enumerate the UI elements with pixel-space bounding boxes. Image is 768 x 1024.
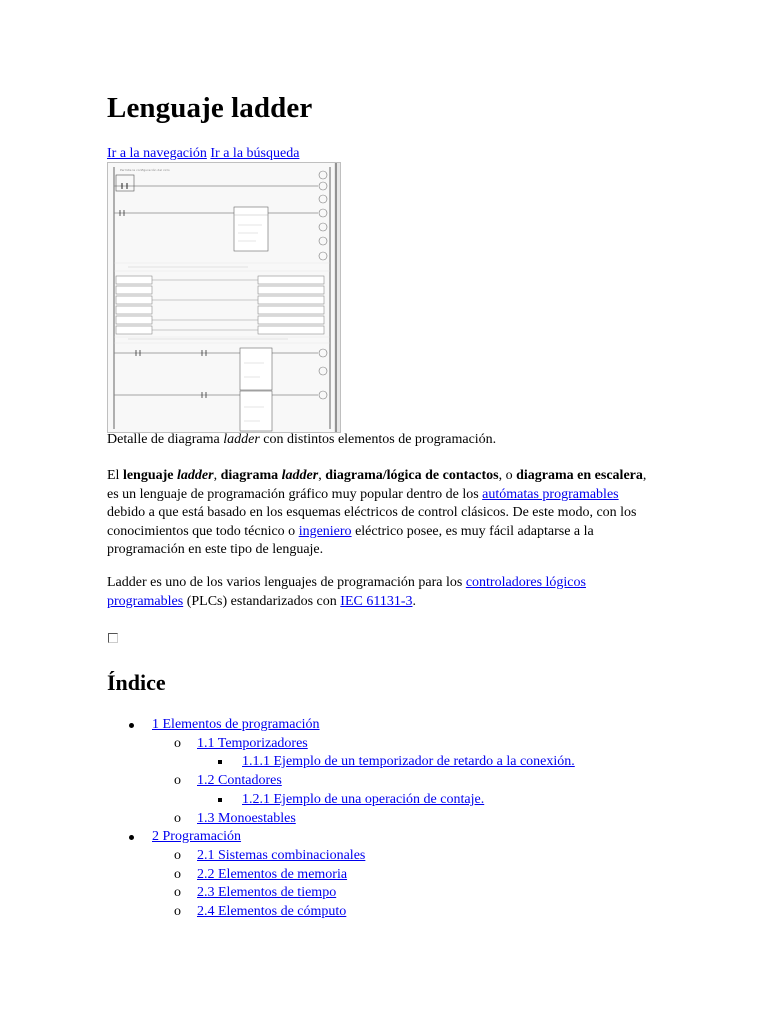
iec-61131-3-link[interactable]: IEC 61131-3	[340, 593, 413, 609]
caption-text-after: con distintos elementos de programación.	[259, 432, 497, 447]
ingeniero-link[interactable]: ingeniero	[298, 523, 352, 539]
toc-link[interactable]: 1.3 Monoestables	[197, 810, 296, 826]
toc-link[interactable]: 1.2 Contadores	[197, 773, 282, 789]
text: , o	[498, 468, 517, 483]
ladder-diagram-image[interactable]	[107, 162, 341, 433]
skip-to-navigation-link[interactable]: Ir a la navegación	[107, 146, 207, 161]
toc-heading: Índice	[107, 670, 166, 695]
toc-link[interactable]: 2.2 Elementos de memoria	[197, 866, 348, 882]
text: eléctrico posee, es muy fácil adaptarse a la programación en este tipo de lenguaje.	[107, 523, 594, 558]
toc-toggle-checkbox[interactable]	[108, 633, 118, 643]
controladores-logicos-link[interactable]: controladores lógicos programables	[107, 575, 586, 609]
toc-item	[107, 753, 575, 772]
bold-italic-term: ladder	[177, 468, 214, 483]
intro-paragraph	[107, 467, 647, 560]
text: .	[412, 593, 416, 609]
text: Ladder es uno de los varios lenguajes de programación para los	[107, 575, 466, 590]
toc-item	[107, 903, 575, 922]
circle-bullet-icon: o	[174, 735, 181, 751]
toc-item	[107, 847, 575, 866]
circle-bullet-icon: o	[174, 866, 181, 882]
caption-italic: ladder	[223, 432, 260, 447]
toc-item	[107, 791, 575, 810]
toc-item	[107, 772, 575, 791]
toc-item	[107, 884, 575, 903]
figure-caption	[107, 432, 496, 448]
automatas-programables-link[interactable]: autómatas programables	[482, 486, 619, 502]
svg-text:Permite la configuración del c: Permite la configuración del ciclo	[120, 168, 170, 172]
toc-link[interactable]: 1.1.1 Ejemplo de un temporizador de retardo a la conexión.	[242, 754, 575, 770]
disc-bullet-icon	[129, 835, 134, 840]
toc-link[interactable]: 2.4 Elementos de cómputo	[197, 904, 347, 920]
bold-term: diagrama/lógica de contactos	[325, 468, 499, 483]
table-of-contents	[107, 716, 575, 922]
skip-links	[107, 146, 299, 162]
text: ,	[213, 468, 221, 483]
toc-list	[107, 716, 575, 922]
toc-link[interactable]: 1.2.1 Ejemplo de una operación de contaje.	[242, 791, 485, 807]
disc-bullet-icon	[129, 723, 134, 728]
caption-text-before: Detalle de diagrama	[107, 432, 224, 447]
circle-bullet-icon: o	[174, 773, 181, 789]
toc-item	[107, 828, 575, 847]
toc-link[interactable]: 2.3 Elementos de tiempo	[197, 885, 337, 901]
circle-bullet-icon: o	[174, 904, 181, 920]
toc-item	[107, 866, 575, 885]
bold-term: lenguaje	[122, 468, 178, 483]
toc-item	[107, 716, 575, 735]
plc-paragraph	[107, 574, 647, 611]
square-bullet-icon	[218, 798, 222, 802]
circle-bullet-icon: o	[174, 810, 181, 826]
page-title: Lenguaje ladder	[107, 92, 313, 124]
text: ,	[318, 468, 326, 483]
bold-term: diagrama en escalera	[516, 468, 643, 483]
toc-link[interactable]: 2.1 Sistemas combinacionales	[197, 847, 366, 863]
circle-bullet-icon: o	[174, 847, 181, 863]
bold-italic-term: ladder	[281, 468, 319, 483]
text: El	[107, 468, 123, 483]
ladder-diagram-drawing	[108, 163, 340, 432]
toc-link[interactable]: 1 Elementos de programación	[152, 717, 320, 732]
toc-link[interactable]: 2 Programación	[152, 829, 242, 845]
toc-item	[107, 735, 575, 754]
toc-item	[107, 810, 575, 829]
skip-to-search-link[interactable]: Ir a la búsqueda	[210, 146, 300, 161]
square-bullet-icon	[218, 760, 222, 764]
circle-bullet-icon: o	[174, 885, 181, 901]
bold-term: diagrama	[220, 468, 282, 483]
text: (PLCs) estandarizados con	[183, 593, 341, 609]
text: debido a que está basado en los esquemas eléctricos de control clásicos. De este modo, con los conocimientos que todo técnico o	[107, 505, 637, 539]
toc-link[interactable]: 1.1 Temporizadores	[197, 735, 308, 751]
text: , es un lenguaje de programación gráfico muy popular dentro de los	[107, 468, 647, 502]
